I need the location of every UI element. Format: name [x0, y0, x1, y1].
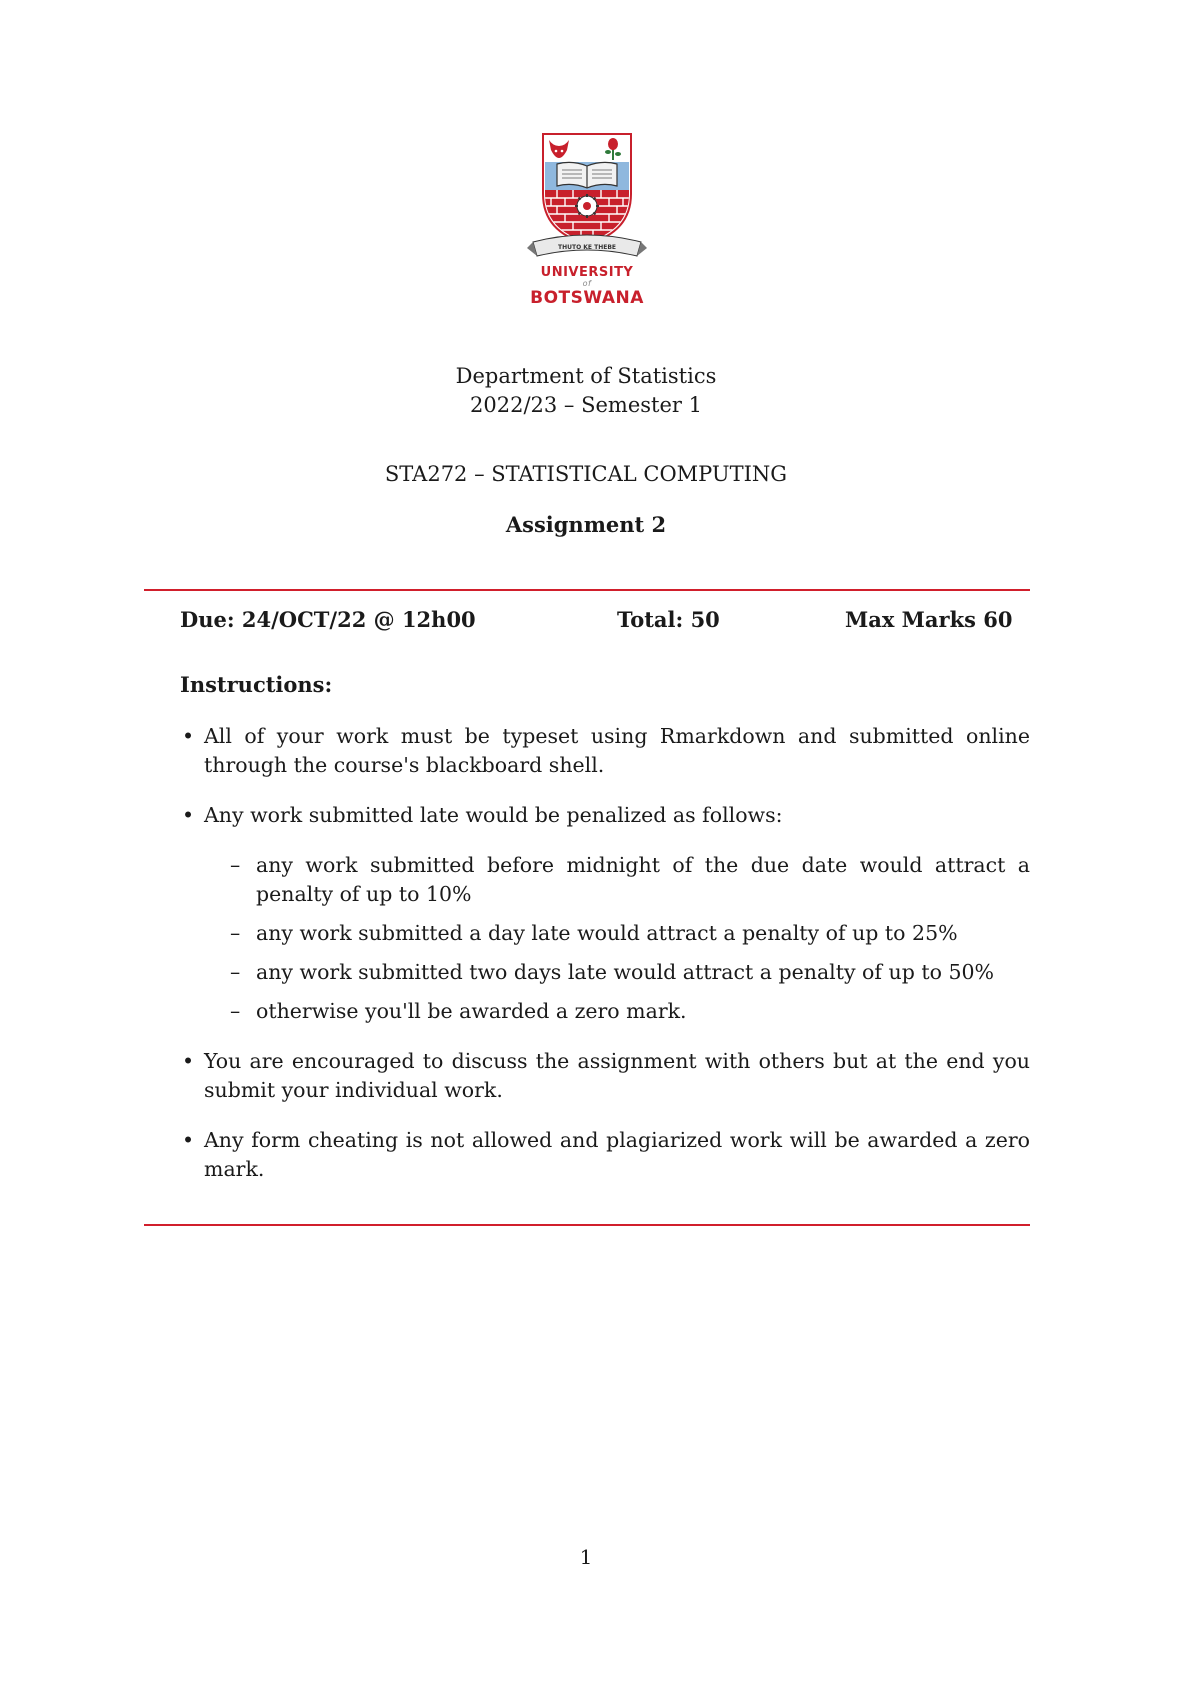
semester-label: 2022/23 – Semester 1	[470, 393, 702, 417]
department-name: Department of Statistics	[455, 364, 717, 388]
due-date: Due: 24/OCT/22 @ 12h00	[180, 607, 476, 632]
penalty-item	[230, 851, 1030, 909]
motto-text: THUTO KE THEBE	[558, 244, 616, 251]
logo-university-text: UNIVERSITY	[540, 265, 634, 280]
instruction-text: Any form cheating is not allowed and plagiarized work will be awarded a zero mark.	[204, 1128, 1030, 1181]
dash-icon: –	[230, 853, 241, 877]
penalty-text: otherwise you'll be awarded a zero mark.	[256, 999, 687, 1023]
logo-of-text: of	[582, 279, 592, 288]
bullet-icon: •	[182, 724, 195, 748]
penalty-item	[230, 958, 1030, 987]
page-number: 1	[579, 1545, 593, 1569]
penalty-text: any work submitted before midnight of the due date would attract a penalty of up to 10%	[256, 853, 1030, 906]
bottom-divider	[144, 1224, 1030, 1226]
list-item	[180, 1126, 1030, 1184]
bullet-icon: •	[182, 1128, 195, 1152]
assignment-title: Assignment 2	[505, 512, 667, 537]
list-item	[180, 722, 1030, 780]
penalty-text: any work submitted two days late would attract a penalty of up to 50%	[256, 960, 995, 984]
bullet-icon: •	[182, 803, 195, 827]
instruction-list-item-3	[180, 1047, 1030, 1105]
instructions-heading: Instructions:	[180, 672, 333, 697]
instruction-text: All of your work must be typeset using Rmarkdown and submitted online through the course's blackboard shell.	[204, 724, 1030, 777]
instruction-list-item-1	[180, 722, 1030, 780]
dash-icon: –	[230, 921, 241, 945]
penalty-item	[230, 919, 1030, 948]
bullet-icon: •	[182, 1049, 195, 1073]
instruction-text: You are encouraged to discuss the assignment with others but at the end you submit your individual work.	[204, 1049, 1030, 1102]
course-title: STA272 – STATISTICAL COMPUTING	[384, 462, 788, 486]
max-marks: Max Marks 60	[845, 607, 1013, 632]
dash-icon: –	[230, 960, 241, 984]
instruction-text: Any work submitted late would be penalized as follows:	[204, 803, 783, 827]
crest-icon	[527, 132, 647, 264]
top-divider	[144, 589, 1030, 591]
university-logo	[527, 132, 647, 312]
total-marks: Total: 50	[617, 607, 720, 632]
dash-icon: –	[230, 999, 241, 1023]
instruction-list-item-2	[180, 801, 1030, 830]
penalty-item	[230, 997, 1030, 1026]
instruction-list-item-4	[180, 1126, 1030, 1184]
logo-botswana-text: BOTSWANA	[530, 288, 644, 308]
penalty-text: any work submitted a day late would attract a penalty of up to 25%	[256, 921, 958, 945]
list-item	[180, 801, 1030, 830]
list-item	[180, 1047, 1030, 1105]
